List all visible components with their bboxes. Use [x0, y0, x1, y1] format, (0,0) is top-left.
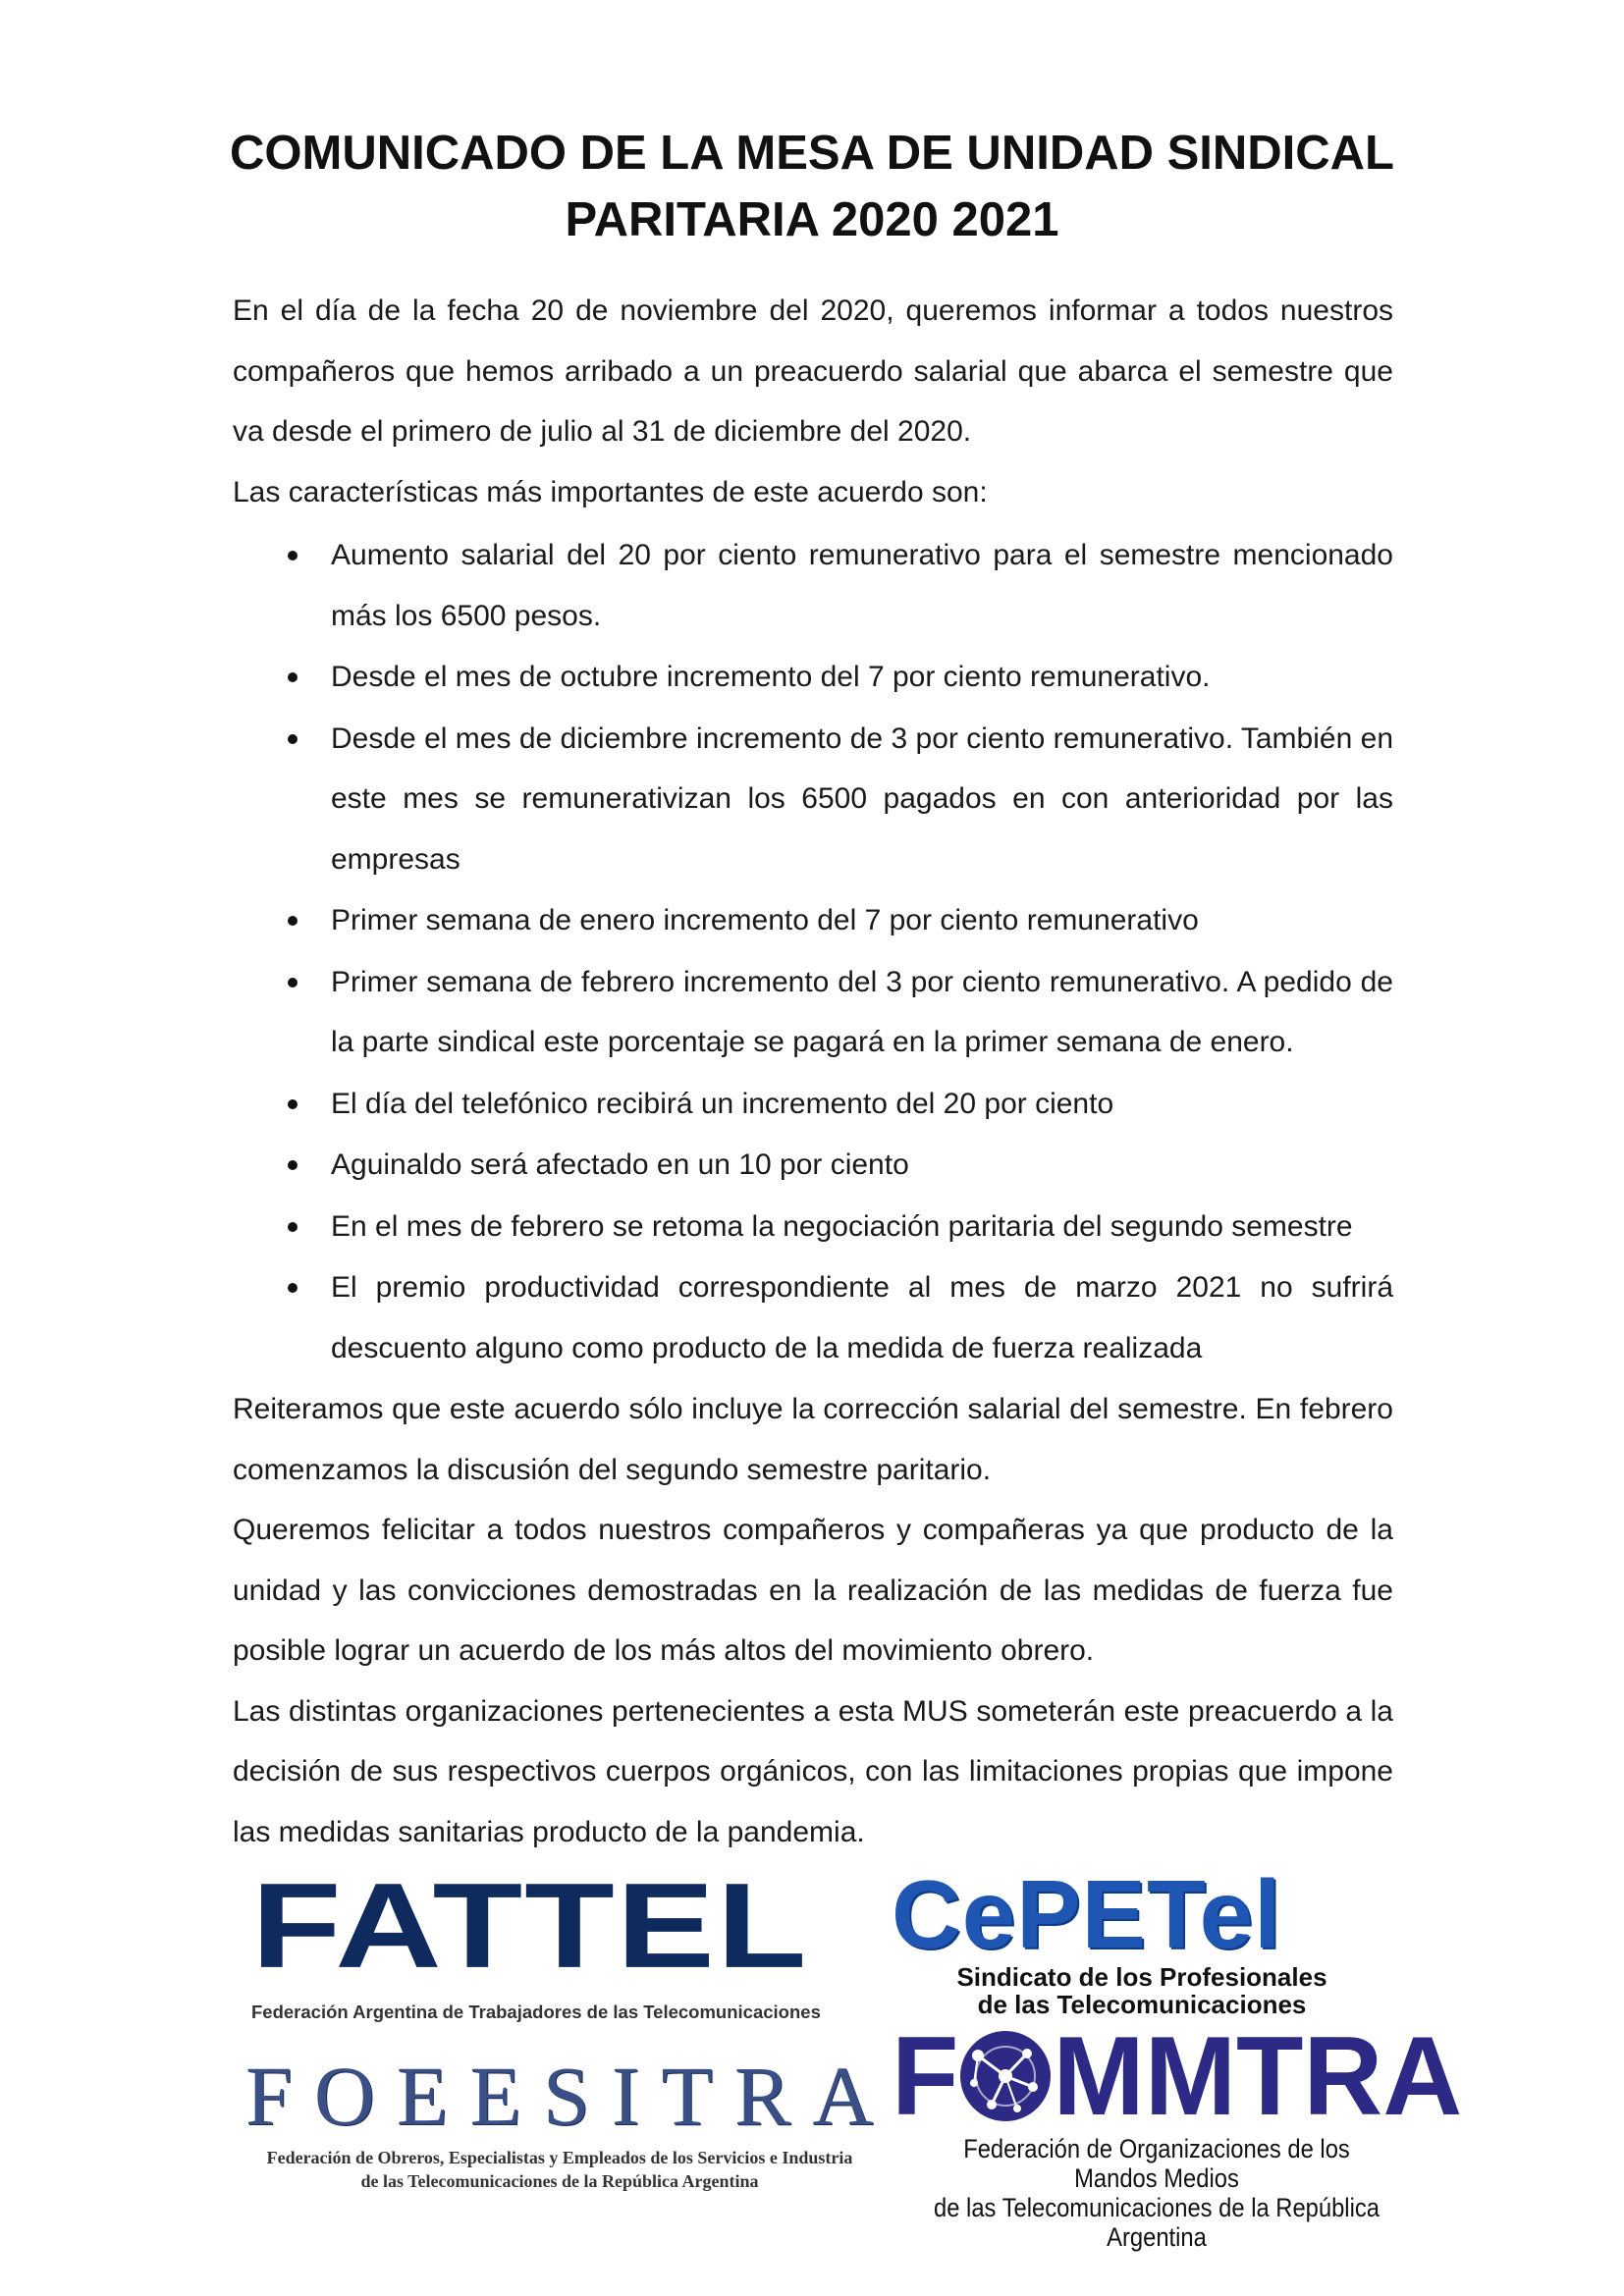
foeesitra-subtitle-line-1: Federación de Obreros, Especialistas y Empleados de los Servicios e Industria [266, 2148, 853, 2167]
intro-paragraph: En el día de la fecha 20 de noviembre del 2020, queremos informar a todos nuestros compañeros que hemos arribado a un preacuerdo salarial que abarca el semestre que va desde el primero de julio al 31 de diciembre del 2020. [233, 294, 1393, 448]
cepetel-logo [892, 1860, 1402, 2022]
page-title [0, 120, 1624, 253]
list-item-text: Primer semana de febrero incremento del 3 por ciento remunerativo. A pedido de la parte sindical este porcentaje se pagará en la primer semana de enero. [331, 965, 1393, 1058]
felicitar-paragraph: Queremos felicitar a todos nuestros compañeros y compañeras ya que producto de la unidad y las convicciones demostradas en la realización de las medidas de fuerza fue posible lograr un acuerdo de los más altos del movimiento obrero. [233, 1514, 1393, 1667]
list-item [233, 1257, 1393, 1378]
list-item-text: Primer semana de enero incremento del 7 por ciento remunerativo [331, 904, 1199, 936]
lead-in-paragraph: Las características más importantes de este acuerdo son: [233, 475, 988, 508]
list-item [233, 1074, 1393, 1135]
bullet-icon [288, 1283, 298, 1293]
fattel-logo [251, 1857, 860, 2034]
bullet-icon [288, 1099, 298, 1109]
network-globe-icon [958, 2026, 1053, 2126]
bullet-icon [288, 1160, 298, 1170]
fommtra-subtitle [923, 2134, 1389, 2252]
list-item-text: Aumento salarial del 20 por ciento remunerativo para el semestre mencionado más los 6500 pesos. [331, 539, 1393, 632]
list-item [233, 952, 1393, 1073]
list-item-text: Aguinaldo será afectado en un 10 por ciento [331, 1148, 909, 1181]
title-line-2: PARITARIA 2020 2021 [565, 193, 1059, 246]
list-item-text: Desde el mes de diciembre incremento de 3 por ciento remunerativo. También en este mes se remunerativizan los 6500 pagados en con anterioridad por las empresas [331, 721, 1393, 876]
list-item [233, 647, 1393, 708]
bullet-icon [288, 916, 298, 926]
fommtra-wordmark-rest: MMTRA [1053, 2012, 1463, 2139]
foeesitra-subtitle-line-2: de las Telecomunicaciones de la República Argentina [360, 2171, 759, 2191]
list-item [233, 525, 1393, 646]
fattel-wordmark: FATTEL [251, 1857, 809, 1994]
bullet-icon [288, 978, 298, 988]
foeesitra-logo [245, 2049, 895, 2209]
document-body [233, 281, 1393, 1862]
fommtra-logo [892, 2012, 1463, 2252]
cepetel-subtitle-line-1: Sindicato de los Profesionales [956, 1962, 1327, 1992]
union-logos [236, 1857, 1463, 2252]
foeesitra-subtitle [245, 2146, 874, 2193]
agreement-points-list [233, 525, 1393, 1378]
bullet-icon [288, 672, 298, 682]
organizaciones-paragraph: Las distintas organizaciones pertenecientes a esta MUS someterán este preacuerdo a la decisión de sus respectivos cuerpos orgánicos, con las limitaciones propias que impone las medidas sanitarias producto de la pandemia. [233, 1694, 1393, 1848]
cepetel-subtitle [892, 1963, 1392, 2018]
list-item [233, 709, 1393, 890]
list-item-text: El día del telefónico recibirá un incremento del 20 por ciento [331, 1087, 1114, 1120]
list-item [233, 890, 1393, 951]
fattel-subtitle: Federación Argentina de Trabajadores de las Telecomunicaciones [251, 2002, 821, 2022]
fommtra-wordmark-f: F [892, 2012, 959, 2139]
title-line-1: COMUNICADO DE LA MESA DE UNIDAD SINDICAL [230, 127, 1394, 180]
fommtra-subtitle-line-2: de las Telecomunicaciones de la República Argentina [934, 2193, 1380, 2252]
fommtra-wordmark [892, 2012, 1463, 2139]
list-item-text: Desde el mes de octubre incremento del 7 por ciento remunerativo. [331, 661, 1211, 693]
fommtra-subtitle-line-1: Federación de Organizaciones de los Mandos Medios [963, 2134, 1350, 2193]
bullet-icon [288, 551, 298, 561]
bullet-icon [288, 734, 298, 744]
list-item [233, 1197, 1393, 1257]
cepetel-subtitle-line-2: de las Telecomunicaciones [977, 1990, 1307, 2019]
cepetel-wordmark: CePETel [892, 1860, 1282, 1968]
list-item-text: En el mes de febrero se retoma la negociación paritaria del segundo semestre [331, 1209, 1353, 1243]
list-item [233, 1135, 1393, 1196]
foeesitra-wordmark: FOEESITRA [245, 2049, 895, 2143]
bullet-icon [288, 1222, 298, 1232]
list-item-text: El premio productividad correspondiente al mes de marzo 2021 no sufrirá descuento alguno como producto de la medida de fuerza realizada [331, 1271, 1393, 1364]
reiteramos-paragraph: Reiteramos que este acuerdo sólo incluye la corrección salarial del semestre. En febrero comenzamos la discusión del segundo semestre paritario. [233, 1393, 1393, 1486]
